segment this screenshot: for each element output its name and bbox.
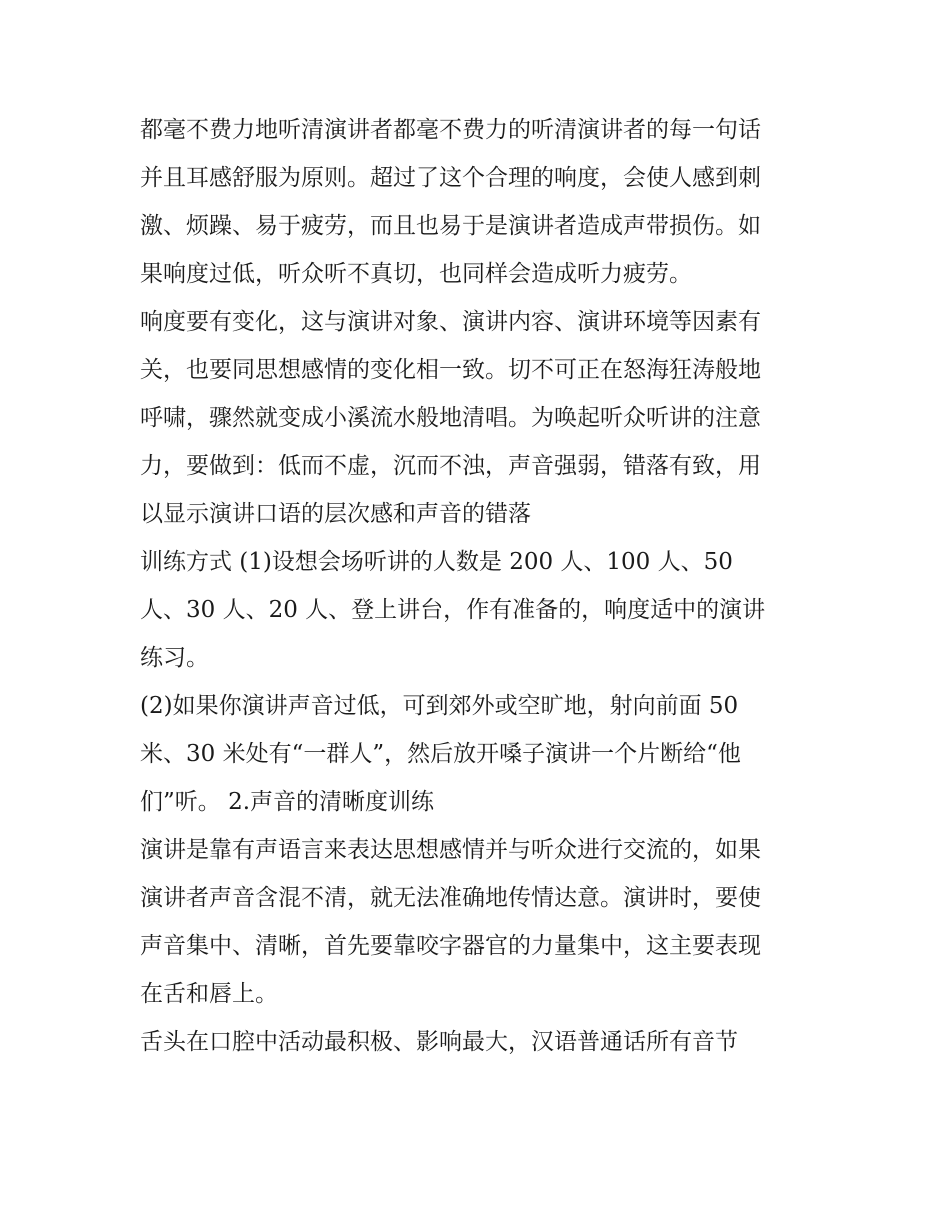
text-line: 关，也要同思想感情的变化相一致。切不可正在怒海狂涛般地 [140,357,761,383]
text-line: 响度要有变化，这与演讲对象、演讲内容、演讲环境等因素有 [140,309,761,335]
text-line: 激、烦躁、易于疲劳，而且也易于是演讲者造成声带损伤。如 [140,213,761,239]
text-line: 以显示演讲口语的层次感和声音的错落 [140,501,531,527]
text-line: 力，要做到：低而不虚，沉而不浊，声音强弱，错落有致，用 [140,453,761,479]
text-line: 演讲者声音含混不清，就无法准确地传情达意。演讲时，要使 [140,885,761,911]
body-text [140,106,840,1066]
text-line: 舌头在口腔中活动最积极、影响最大，汉语普通话所有音节 [140,1029,738,1055]
text-line: 人、30 人、20 人、登上讲台，作有准备的，响度适中的演讲 [140,597,766,623]
text-line: 训练方式 (1)设想会场听讲的人数是 200 人、100 人、50 [140,549,733,575]
text-line: 果响度过低，听众听不真切，也同样会造成听力疲劳。 [140,261,692,287]
text-line: 在舌和唇上。 [140,981,278,1007]
text-line: 都毫不费力地听清演讲者都毫不费力的听清演讲者的每一句话 [140,117,761,143]
text-line: 演讲是靠有声语言来表达思想感情并与听众进行交流的，如果 [140,837,761,863]
text-line: 呼啸，骤然就变成小溪流水般地清唱。为唤起听众听讲的注意 [140,405,761,431]
text-line: 们”听。 2.声音的清晰度训练 [140,789,435,815]
text-line: 并且耳感舒服为原则。超过了这个合理的响度，会使人感到刺 [140,165,761,191]
text-line: 声音集中、清晰，首先要靠咬字器官的力量集中，这主要表现 [140,933,761,959]
text-line: 练习。 [140,645,209,671]
text-line: (2)如果你演讲声音过低，可到郊外或空旷地，射向前面 50 [140,693,739,719]
text-line: 米、30 米处有“一群人”，然后放开嗓子演讲一个片断给“他 [140,741,741,767]
